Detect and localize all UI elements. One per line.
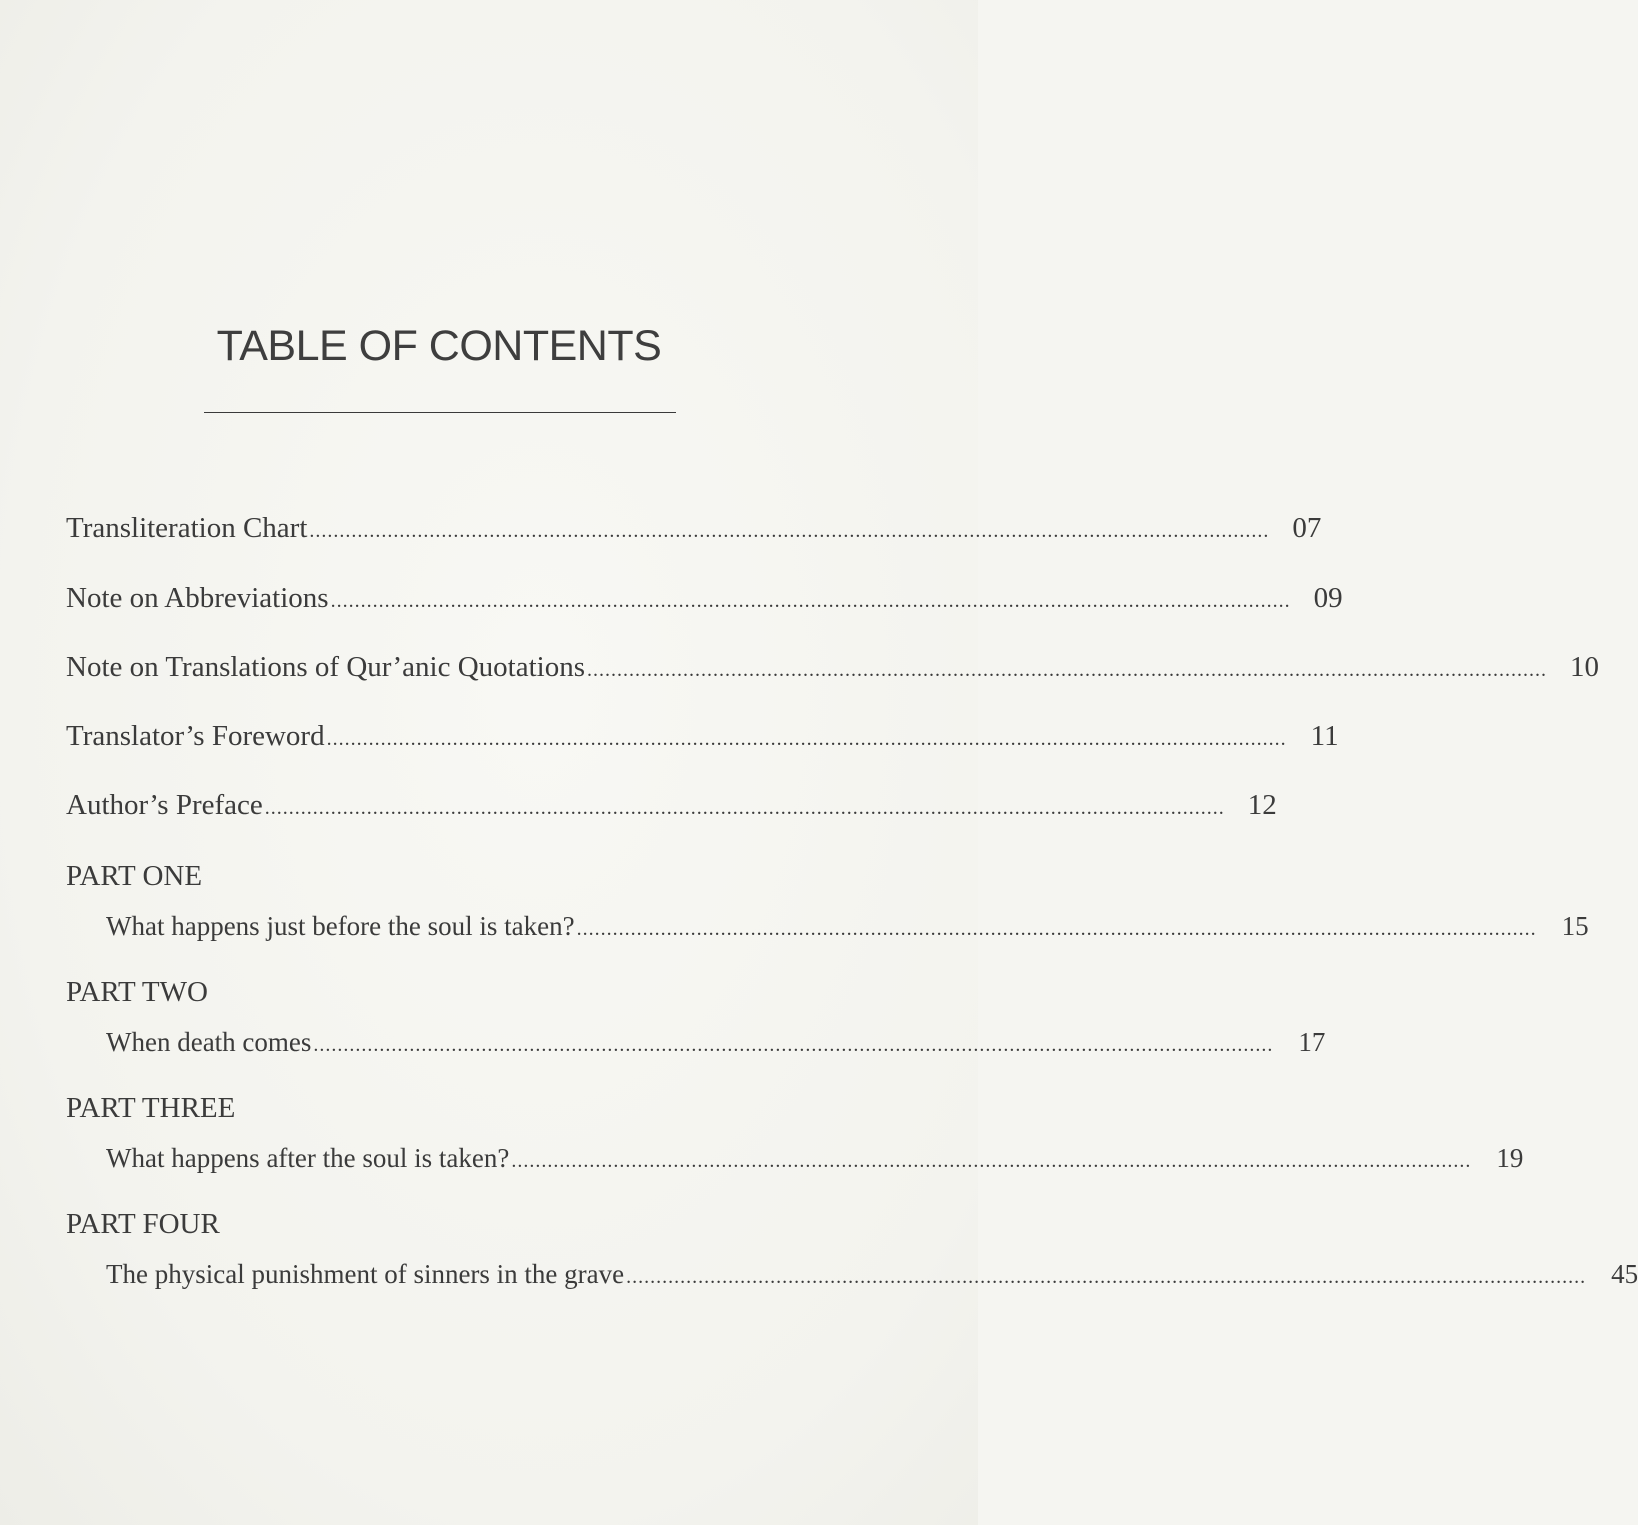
dot-leader: ................................................................................................................................................................	[576, 918, 1537, 940]
page-title: TABLE OF CONTENTS	[216, 322, 662, 370]
dot-leader: ................................................................................................................................................................	[511, 1150, 1472, 1172]
title-underline	[204, 412, 676, 413]
toc-entry-part-four-item[interactable]	[106, 1259, 1638, 1299]
toc-entry-label: Note on Abbreviations	[66, 582, 329, 614]
toc-entry-page: 12	[1247, 789, 1277, 821]
toc-entry-page: 45	[1611, 1259, 1638, 1289]
dot-leader: ................................................................................................................................................................	[264, 797, 1225, 819]
toc-entry-label: The physical punishment of sinners in the grave	[106, 1259, 625, 1289]
toc-entry-page: 15	[1561, 911, 1589, 941]
toc-entry-authors-preface[interactable]	[66, 789, 1277, 829]
toc-entry-page: 07	[1292, 512, 1322, 544]
toc-entry-label: Transliteration Chart	[66, 512, 308, 544]
toc-entry-page: 11	[1310, 720, 1339, 752]
toc-entry-note-on-translations[interactable]	[66, 651, 1599, 691]
toc-entry-part-two-item[interactable]	[106, 1027, 1326, 1067]
toc-entry-label: What happens after the soul is taken?	[106, 1143, 510, 1173]
toc-entry-label: Author’s Preface	[66, 789, 263, 821]
toc-entry-label: What happens just before the soul is taken?	[106, 911, 575, 941]
dot-leader: ................................................................................................................................................................	[309, 520, 1270, 542]
toc-entry-label: Translator’s Foreword	[66, 720, 325, 752]
dot-leader: ................................................................................................................................................................	[330, 590, 1291, 612]
toc-entry-translators-foreword[interactable]	[66, 720, 1339, 760]
dot-leader: ................................................................................................................................................................	[626, 1266, 1587, 1288]
toc-entry-page: 19	[1496, 1143, 1524, 1173]
toc-entry-label: When death comes	[106, 1027, 312, 1057]
toc-entry-label: Note on Translations of Qur’anic Quotations	[66, 651, 585, 683]
part-heading: PART TWO	[66, 976, 208, 1008]
dot-leader: ................................................................................................................................................................	[313, 1034, 1274, 1056]
dot-leader: ................................................................................................................................................................	[587, 659, 1547, 681]
toc-entry-part-one-item[interactable]	[106, 911, 1589, 951]
toc-entry-page: 10	[1570, 651, 1599, 683]
dot-leader: ................................................................................................................................................................	[326, 728, 1287, 750]
part-heading: PART FOUR	[66, 1208, 220, 1240]
part-heading: PART THREE	[66, 1092, 236, 1124]
toc-entry-part-three-item[interactable]	[106, 1143, 1524, 1183]
part-heading: PART ONE	[66, 860, 203, 892]
toc-entry-page: 09	[1313, 582, 1343, 614]
toc-entry-page: 17	[1298, 1027, 1326, 1057]
toc-entry-transliteration-chart[interactable]	[66, 512, 1322, 552]
toc-entry-note-on-abbreviations[interactable]	[66, 582, 1343, 622]
